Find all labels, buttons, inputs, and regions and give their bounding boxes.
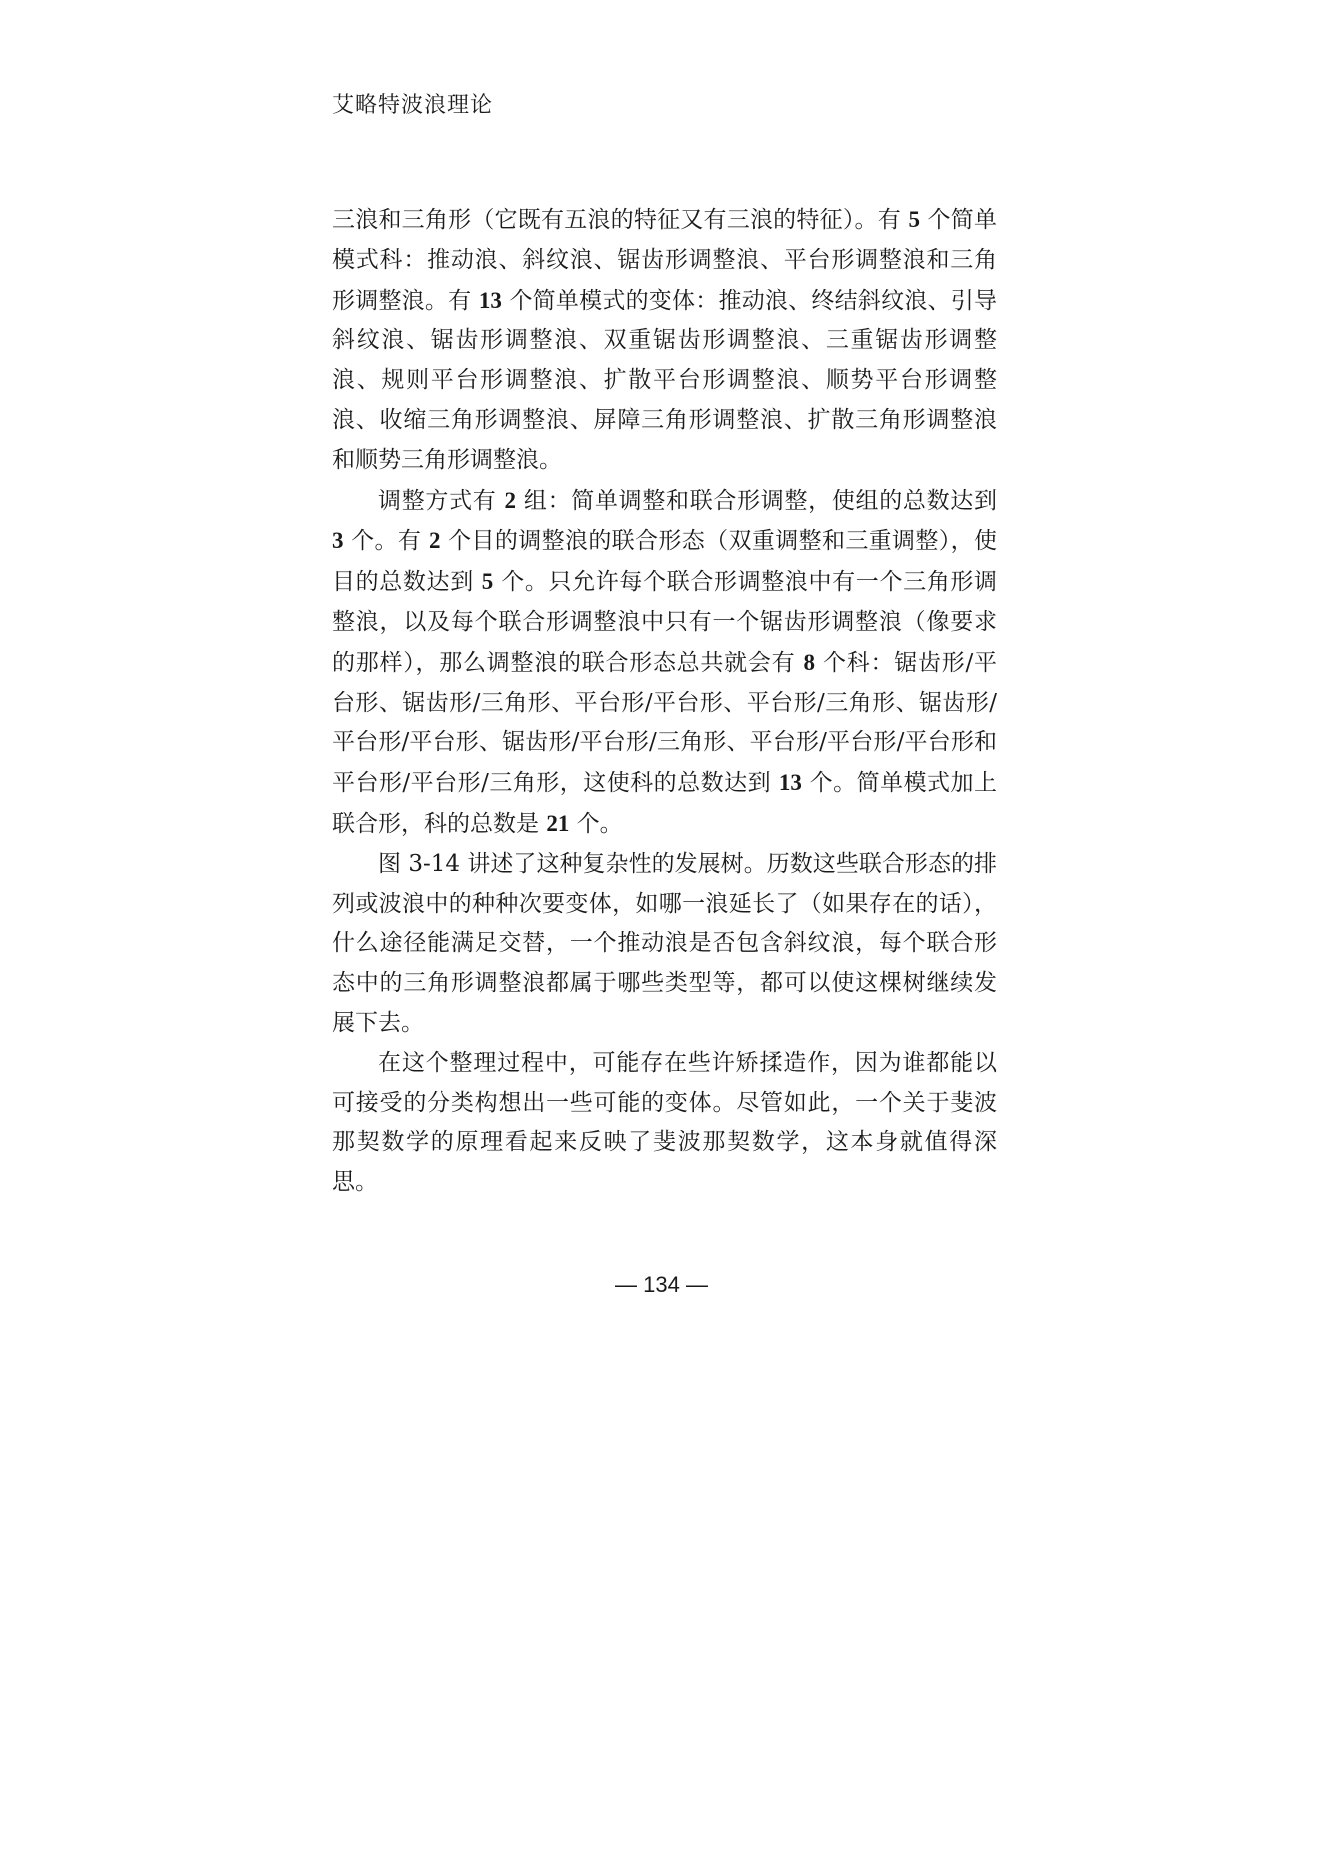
number-emphasis: 5 xyxy=(481,569,494,595)
text-run: 个简单模式科：推动浪、斜纹浪、锯齿形调整浪、平台形调整浪和三角形调整浪。有 xyxy=(332,207,998,314)
page-number: — 134 — xyxy=(615,1272,708,1297)
number-emphasis: 21 xyxy=(546,810,570,836)
paragraph xyxy=(332,200,997,481)
number-emphasis: 2 xyxy=(504,487,516,513)
running-header: 艾略特波浪理论 xyxy=(332,93,494,118)
text-run: 个。只允许每个联合形调整浪中有一个三角形调整浪，以及每个联合形调整浪中只有一个锯齿形调整浪（像要求的那样），那么调整浪的联合形态总共就会有 xyxy=(332,569,997,676)
text-run: 三浪和三角形（它既有五浪的特征又有三浪的特征）。有 xyxy=(332,207,909,233)
number-emphasis: 2 xyxy=(428,528,441,554)
text-run: 个。 xyxy=(569,810,623,837)
paragraph xyxy=(332,1044,997,1203)
text-run: 调整方式有 xyxy=(378,487,505,514)
text-run: 组：简单调整和联合形调整，使组的总数达到 xyxy=(515,487,997,514)
paragraph xyxy=(332,845,997,1044)
number-emphasis: 13 xyxy=(478,287,502,313)
paragraph xyxy=(332,481,997,845)
text-run: 在这个整理过程中，可能存在些许矫揉造作，因为谁都能以可接受的分类构想出一些可能的变体。尽管如此，一个关于斐波那契数学的原理看起来反映了斐波那契数学，这本身就值得深思。 xyxy=(332,1049,997,1196)
text-run: 个。有 xyxy=(343,528,429,555)
number-emphasis: 13 xyxy=(778,770,802,796)
text-run: 个简单模式的变体：推动浪、终结斜纹浪、引导斜纹浪、锯齿形调整浪、双重锯齿形调整浪、三重锯齿形调整浪、规则平台形调整浪、扩散平台形调整浪、顺势平台形调整浪、收缩三角形调整浪、屏障三角形调整浪、扩散三角形调整浪和顺势三角形调整浪。 xyxy=(332,287,997,473)
text-run: 个。简单模式加上联合形，科的总数是 xyxy=(332,770,997,837)
number-emphasis: 8 xyxy=(803,649,815,675)
number-emphasis: 3 xyxy=(332,528,344,554)
body-text xyxy=(332,200,997,1203)
text-run: 个科：锯齿形/平台形、锯齿形/三角形、平台形/平台形、平台形/三角形、锯齿形/平台形/平台形、锯齿形/平台形/三角形、平台形/平台形/平台形和平台形/平台形/三角形，这使科的总数达到 xyxy=(332,649,998,797)
number-emphasis: 5 xyxy=(908,207,921,232)
text-run: 个目的调整浪的联合形态（双重调整和三重调整），使目的总数达到 xyxy=(332,528,998,596)
text-run: 图 3-14 讲述了这种复杂性的发展树。历数这些联合形态的排列或波浪中的种种次要变体，如哪一浪延长了（如果存在的话），什么途径能满足交替，一个推动浪是否包含斜纹浪，每个联合形态中的三角形调整浪都属于哪些类型等，都可以使这棵树继续发展下去。 xyxy=(332,850,997,1036)
